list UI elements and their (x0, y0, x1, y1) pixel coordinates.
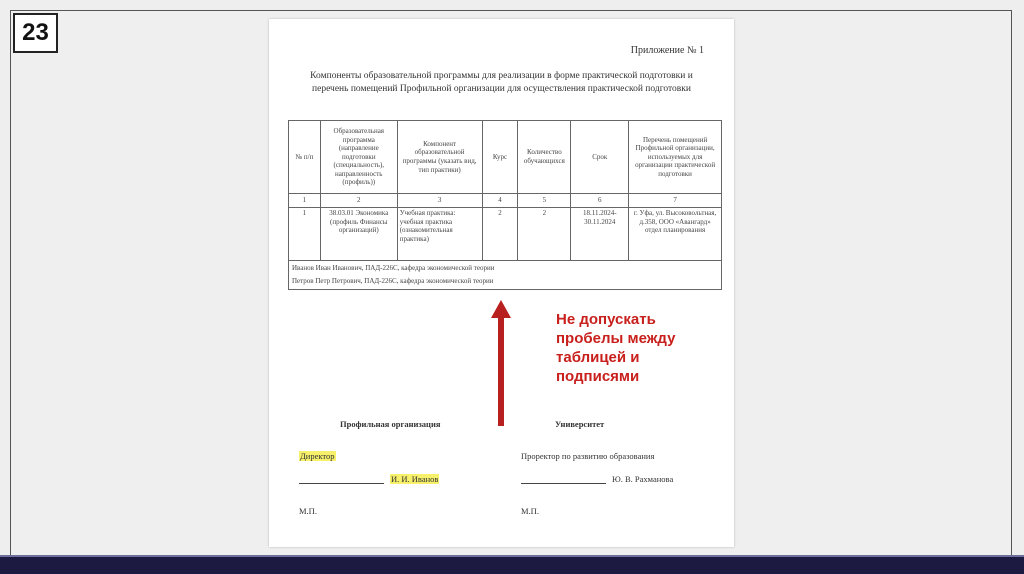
right-stamp: М.П. (521, 506, 539, 516)
column-number: 3 (397, 194, 482, 208)
table-cell: 2 (518, 208, 571, 261)
table-cell: 38.03.01 Экономика (профиль Финансы организаций) (320, 208, 397, 261)
column-number: 6 (571, 194, 629, 208)
prorector-label: Проректор по развитию образования (521, 451, 655, 461)
components-table (288, 120, 722, 290)
column-number: 4 (482, 194, 518, 208)
table-cell: 2 (482, 208, 518, 261)
document-page (269, 19, 734, 547)
column-number: 1 (289, 194, 321, 208)
table-cell: 1 (289, 208, 321, 261)
header-cell: Срок (571, 121, 629, 194)
slide-number: 23 (13, 13, 58, 53)
signature-line (299, 483, 384, 484)
bottom-bar (0, 557, 1024, 574)
header-cell: Перечень помещений Профильной организации, используемых для организации практической подготовки (629, 121, 722, 194)
director-label: Директор (300, 451, 335, 461)
university-heading: Университет (555, 419, 605, 429)
annotation-note: Не допускать пробелы между таблицей и подписями (556, 311, 676, 385)
table-row (289, 208, 722, 261)
document-title: Компоненты образовательной программы для реализации в форме практической подготовки и перечень помещений Профильной организации для осуществления практической подготовки (310, 71, 693, 94)
column-number: 2 (320, 194, 397, 208)
director-name: И. И. Иванов (391, 474, 439, 484)
header-cell: Количество обучающихся (518, 121, 571, 194)
student-line: Петров Петр Петрович, ПАД-226С, кафедра экономической теории (292, 277, 494, 285)
up-arrow-icon (490, 300, 512, 426)
column-number: 7 (629, 194, 722, 208)
header-cell: Компонент образовательной программы (указать вид, тип практики) (397, 121, 482, 194)
left-stamp: М.П. (299, 506, 317, 516)
appendix-label: Приложение № 1 (630, 45, 704, 56)
table-cell: г. Уфа, ул. Высоковольтная, д.358, ООО «Авангард» отдел планирования (629, 208, 722, 261)
student-line: Иванов Иван Иванович, ПАД-226С, кафедра экономической теории (292, 264, 495, 272)
table-cell: 18.11.2024-30.11.2024 (571, 208, 629, 261)
header-cell: № п/п (289, 121, 321, 194)
students-cell (289, 261, 722, 290)
header-cell: Курс (482, 121, 518, 194)
right-signature-row (521, 474, 673, 484)
column-number: 5 (518, 194, 571, 208)
prorector-name: Ю. В. Рахманова (612, 474, 674, 484)
header-cell: Образовательная программа (направление подготовки (специальность), направленность (профиль)) (320, 121, 397, 194)
signature-line (521, 483, 606, 484)
table-cell: Учебная практика: учебная практика (ознакомительная практика) (397, 208, 482, 261)
profile-org-heading: Профильная организация (340, 419, 441, 429)
left-signature-row (299, 474, 439, 484)
